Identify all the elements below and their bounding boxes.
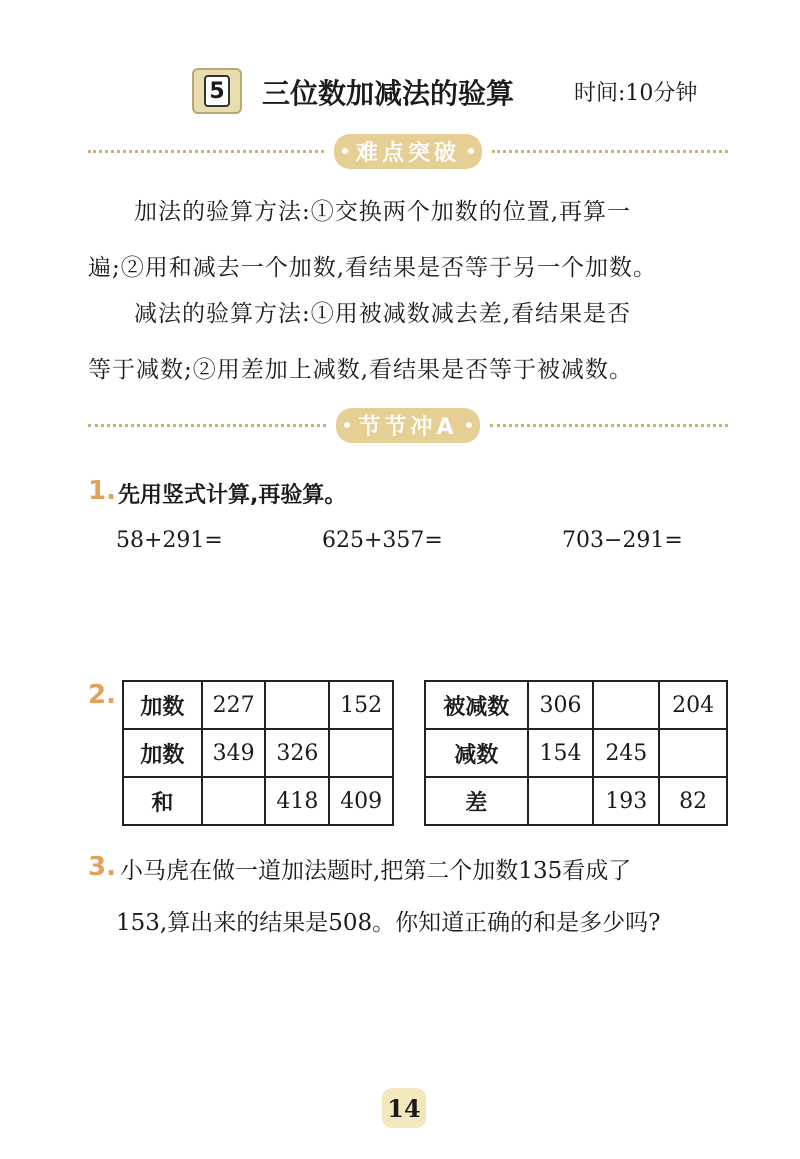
- table-cell: [528, 777, 594, 825]
- table-cell: 154: [528, 729, 594, 777]
- section-label-practice: 节节冲A: [336, 408, 479, 443]
- table-row: [425, 681, 727, 729]
- question-1-text: 先用竖式计算,再验算。: [118, 483, 347, 508]
- table-cell: 326: [265, 729, 329, 777]
- expression-1: 58+291=: [116, 528, 223, 553]
- paragraph-line: 减法的验算方法:①用被减数减去差,看结果是否: [134, 301, 632, 327]
- table-cell: 152: [329, 681, 393, 729]
- paragraph-line: 加法的验算方法:①交换两个加数的位置,再算一: [134, 199, 632, 225]
- lesson-badge: [192, 68, 242, 114]
- table-cell: 差: [425, 777, 528, 825]
- question-2-number: 2.: [88, 680, 116, 710]
- table-cell: 加数: [123, 729, 202, 777]
- table-cell: [593, 681, 659, 729]
- table-cell: 193: [593, 777, 659, 825]
- table-cell: 306: [528, 681, 594, 729]
- section-divider-practice: [88, 410, 728, 440]
- table-cell: 82: [659, 777, 727, 825]
- table-cell: 204: [659, 681, 727, 729]
- question-3-number: 3.: [88, 852, 116, 882]
- table-cell: 加数: [123, 681, 202, 729]
- table-row: [425, 777, 727, 825]
- expression-2: 625+357=: [322, 528, 443, 553]
- table-cell: 245: [593, 729, 659, 777]
- table-cell: [265, 681, 329, 729]
- paragraph-line: 遍;②用和减去一个加数,看结果是否等于另一个加数。: [88, 255, 658, 281]
- section-label-difficulty: 难点突破: [334, 134, 482, 169]
- question-3-line-1: 小马虎在做一道加法题时,把第二个加数135看成了: [120, 858, 632, 884]
- table-cell: 被减数: [425, 681, 528, 729]
- table-cell: 减数: [425, 729, 528, 777]
- section-divider-difficulty: [88, 136, 728, 166]
- paragraph-line: 等于减数;②用差加上减数,看结果是否等于被减数。: [88, 357, 634, 383]
- table-cell: [202, 777, 266, 825]
- table-cell: 418: [265, 777, 329, 825]
- table-cell: 409: [329, 777, 393, 825]
- subtraction-table: [424, 680, 728, 826]
- table-row: [123, 729, 393, 777]
- page-number: 14: [382, 1088, 426, 1128]
- table-row: [425, 729, 727, 777]
- addition-check-paragraph: [88, 184, 730, 296]
- question-3-line-2: 153,算出来的结果是508。你知道正确的和是多少吗?: [116, 910, 661, 936]
- question-1-number: 1.: [88, 476, 116, 506]
- subtraction-check-paragraph: [88, 286, 730, 398]
- table-cell: 227: [202, 681, 266, 729]
- page-title: 三位数加减法的验算: [262, 77, 515, 110]
- table-row: [123, 777, 393, 825]
- table-cell: [329, 729, 393, 777]
- table-row: [123, 681, 393, 729]
- time-limit: 时间:10分钟: [574, 81, 698, 106]
- table-cell: [659, 729, 727, 777]
- table-cell: 349: [202, 729, 266, 777]
- expression-3: 703−291=: [562, 528, 683, 553]
- addition-table: [122, 680, 394, 826]
- table-cell: 和: [123, 777, 202, 825]
- lesson-number: 5: [204, 75, 230, 107]
